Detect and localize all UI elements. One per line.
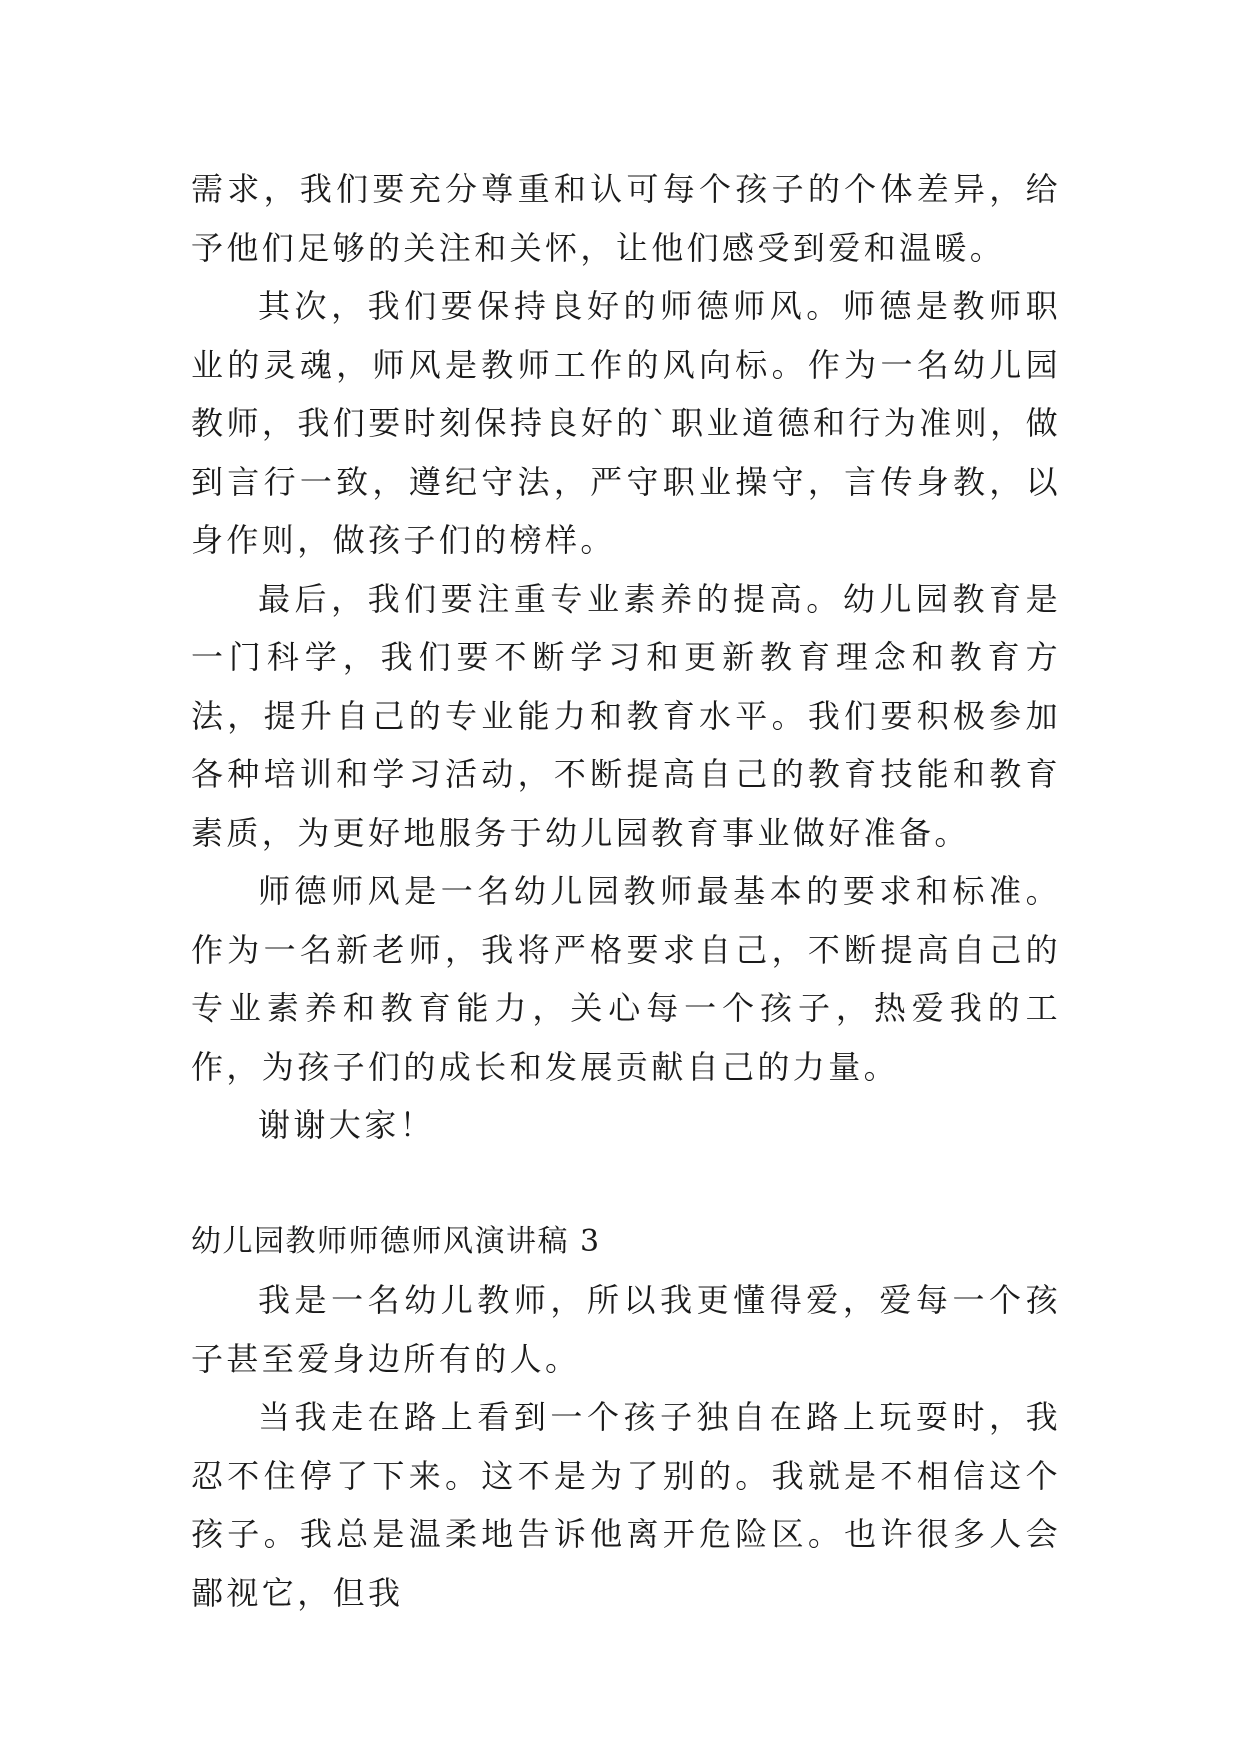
paragraph: 当我走在路上看到一个孩子独自在路上玩耍时，我忍不住停了下来。这不是为了别的。我就是不相信这个孩子。我总是温柔地告诉他离开危险区。也许很多人会鄙视它，但我 (191, 1398, 1061, 1612)
paragraph: 最后，我们要注重专业素养的提高。幼儿园教育是一门科学，我们要不断学习和更新教育理念和教育方法，提升自己的专业能力和教育水平。我们要积极参加各种培训和学习活动，不断提高自己的教育技能和教育素质，为更好地服务于幼儿园教育事业做好准备。 (191, 579, 1061, 852)
document-body (191, 160, 1061, 1622)
paragraph: 我是一名幼儿教师，所以我更懂得爱，爱每一个孩子甚至爱身边所有的人。 (191, 1281, 1061, 1378)
paragraph: 师德师风是一名幼儿园教师最基本的要求和标准。作为一名新老师，我将严格要求自己，不断提高自己的专业素养和教育能力，关心每一个孩子，热爱我的工作，为孩子们的成长和发展贡献自己的力量。 (191, 872, 1061, 1086)
paragraph: 需求，我们要充分尊重和认可每个孩子的个体差异，给予他们足够的关注和关怀，让他们感受到爱和温暖。 (191, 170, 1061, 267)
section-spacer (191, 1155, 1061, 1213)
section-title: 幼儿园教师师德师风演讲稿 3 (191, 1223, 601, 1259)
paragraph: 其次，我们要保持良好的师德师风。师德是教师职业的灵魂，师风是教师工作的风向标。作为一名幼儿园教师，我们要时刻保持良好的`职业道德和行为准则，做到言行一致，遵纪守法，严守职业操守，言传身教，以身作则，做孩子们的榜样。 (191, 287, 1061, 559)
paragraph: 谢谢大家！ (258, 1106, 436, 1144)
